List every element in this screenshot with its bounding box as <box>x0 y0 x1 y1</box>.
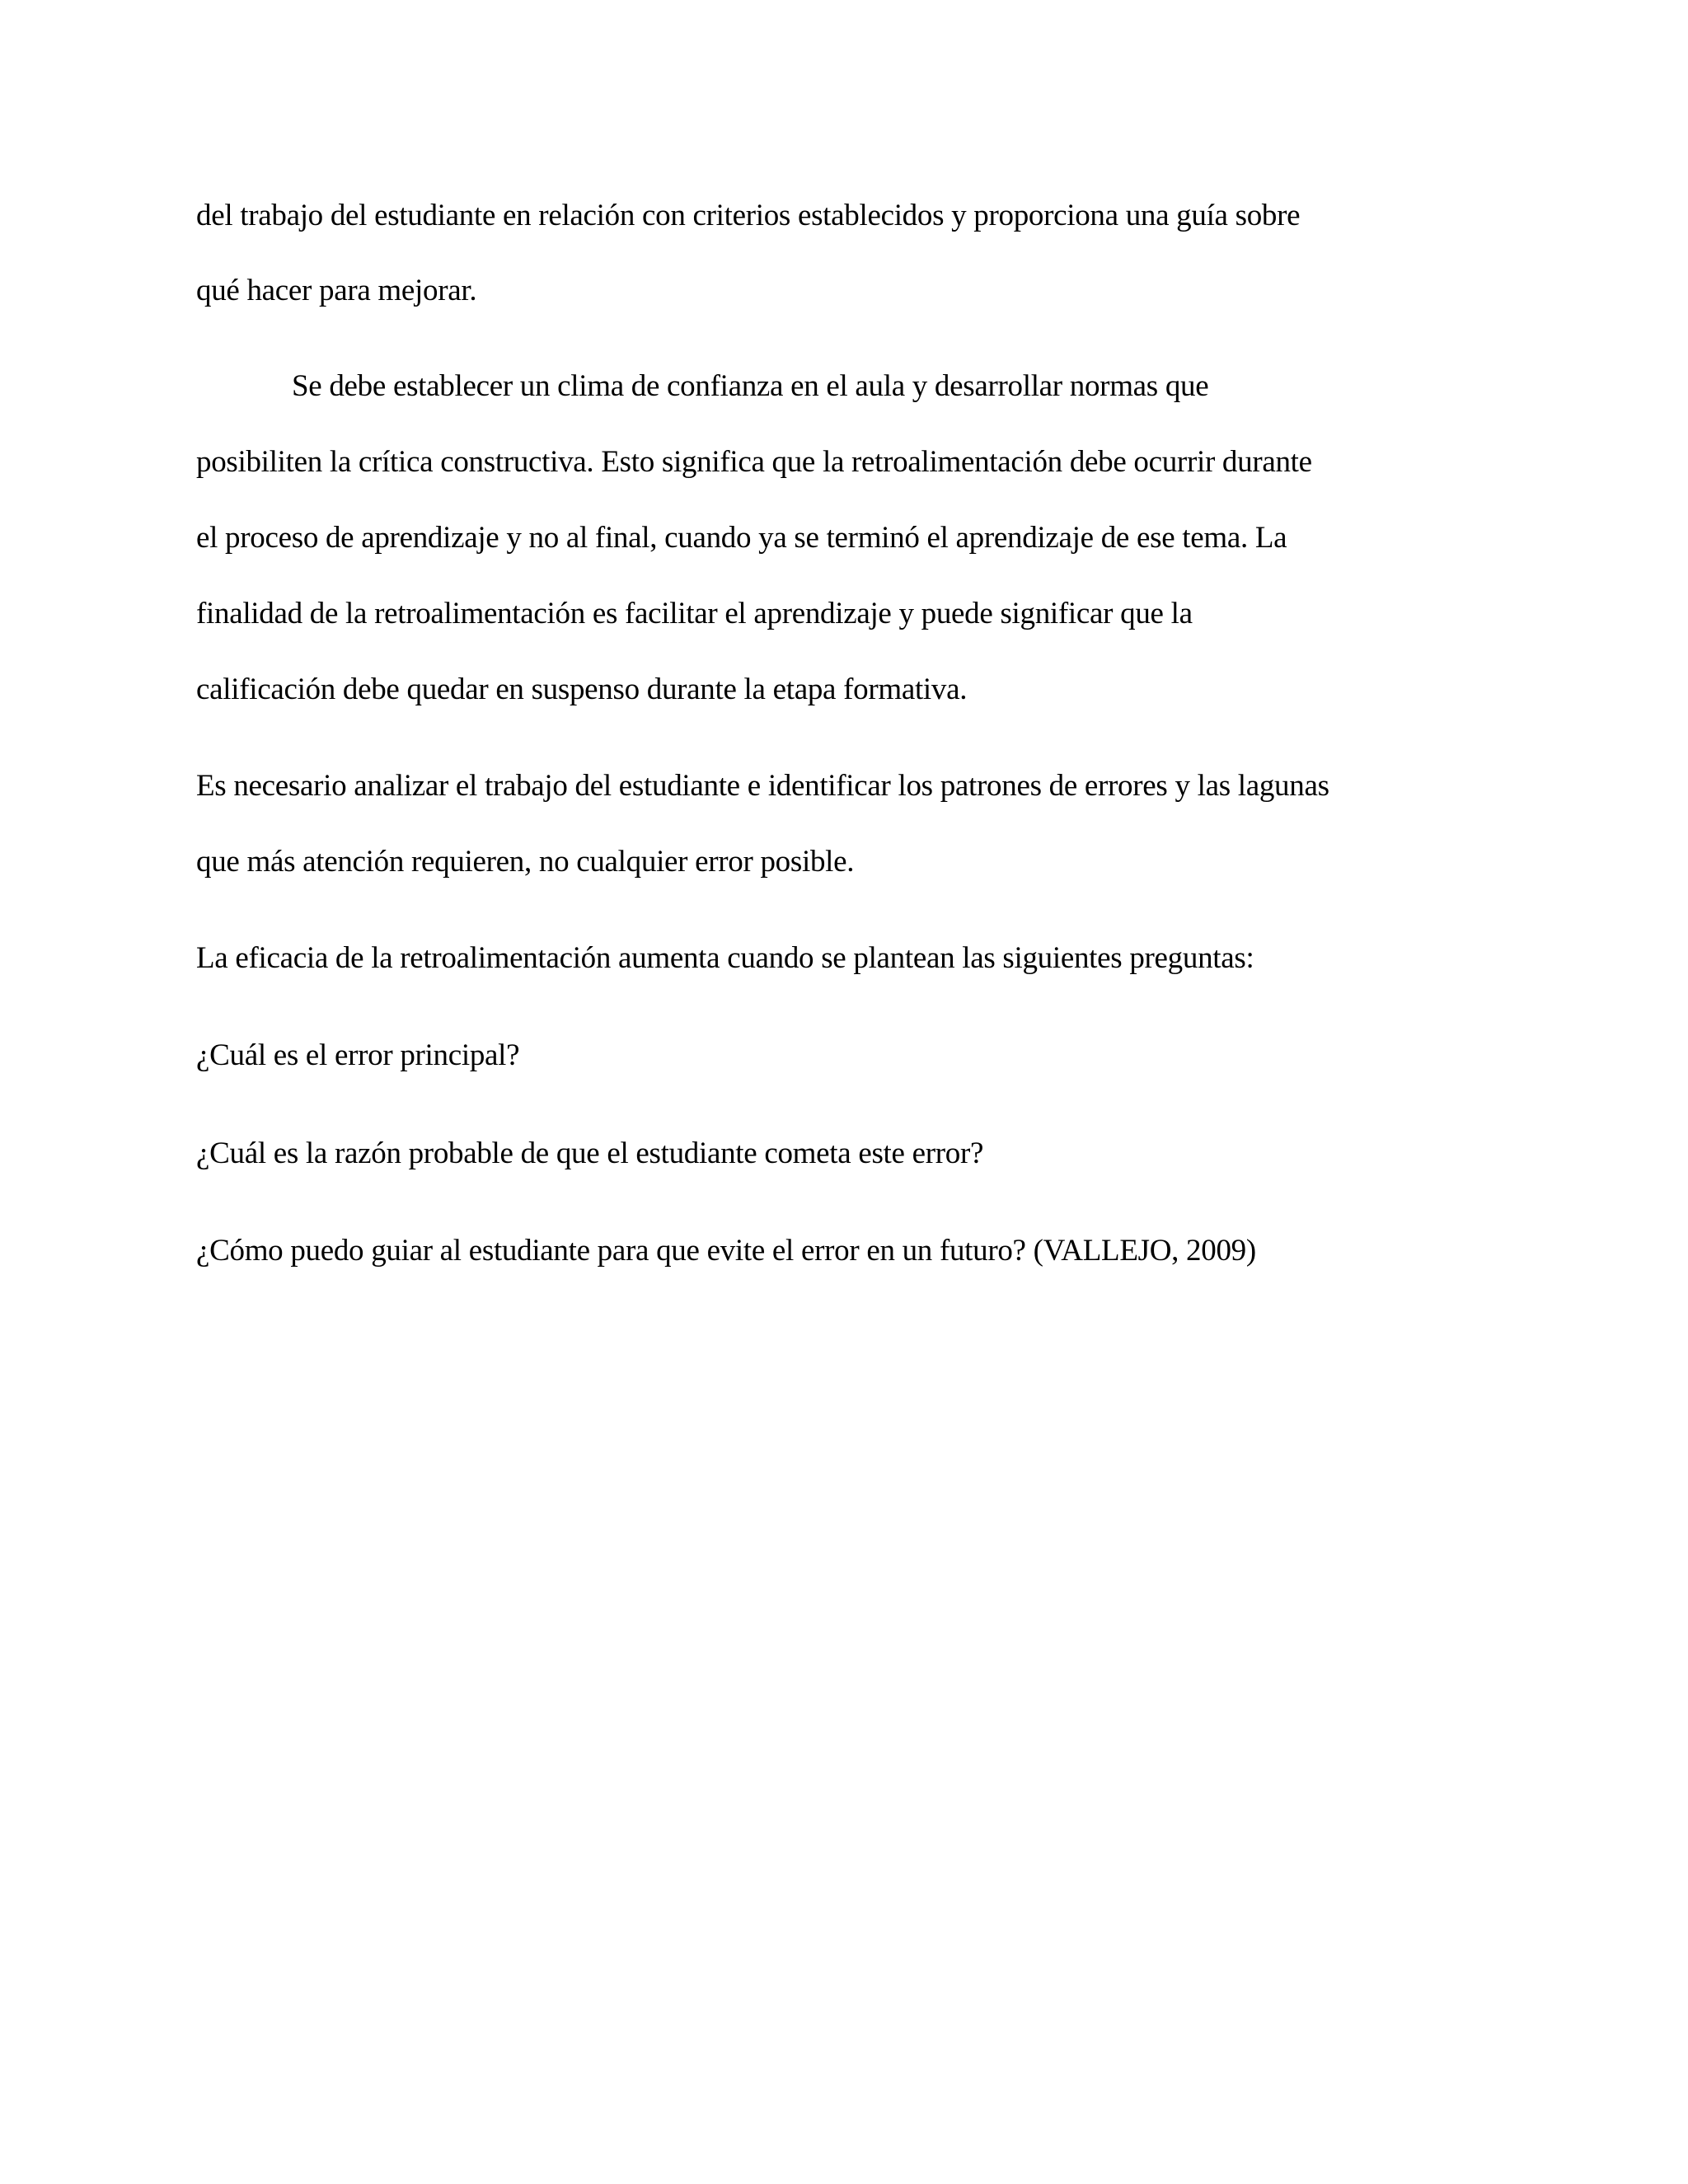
text-line-10: La eficacia de la retroalimentación aumenta cuando se plantean las siguientes preguntas: <box>196 941 1254 975</box>
text-line-4: posibiliten la crítica constructiva. Esto significa que la retroalimentación debe ocurrir durante <box>196 445 1312 479</box>
text-line-1: del trabajo del estudiante en relación con criterios establecidos y proporciona una guía sobre <box>196 199 1301 232</box>
question-3: ¿Cómo puedo guiar al estudiante para que evite el error en un futuro? (VALLEJO, 2009) <box>196 1234 1256 1268</box>
text-line-6: finalidad de la retroalimentación es facilitar el aprendizaje y puede significar que la <box>196 597 1193 630</box>
text-line-7: calificación debe quedar en suspenso durante la etapa formativa. <box>196 673 968 706</box>
text-line-9: que más atención requieren, no cualquier error posible. <box>196 845 855 879</box>
question-2: ¿Cuál es la razón probable de que el estudiante cometa este error? <box>196 1137 984 1170</box>
text-line-5: el proceso de aprendizaje y no al final, cuando ya se terminó el aprendizaje de ese tema. La <box>196 521 1287 555</box>
text-line-8: Es necesario analizar el trabajo del estudiante e identificar los patrones de errores y las lagunas <box>196 769 1329 803</box>
text-line-2: qué hacer para mejorar. <box>196 274 477 307</box>
text-line-3: Se debe establecer un clima de confianza en el aula y desarrollar normas que <box>292 369 1209 403</box>
question-1: ¿Cuál es el error principal? <box>196 1038 520 1072</box>
